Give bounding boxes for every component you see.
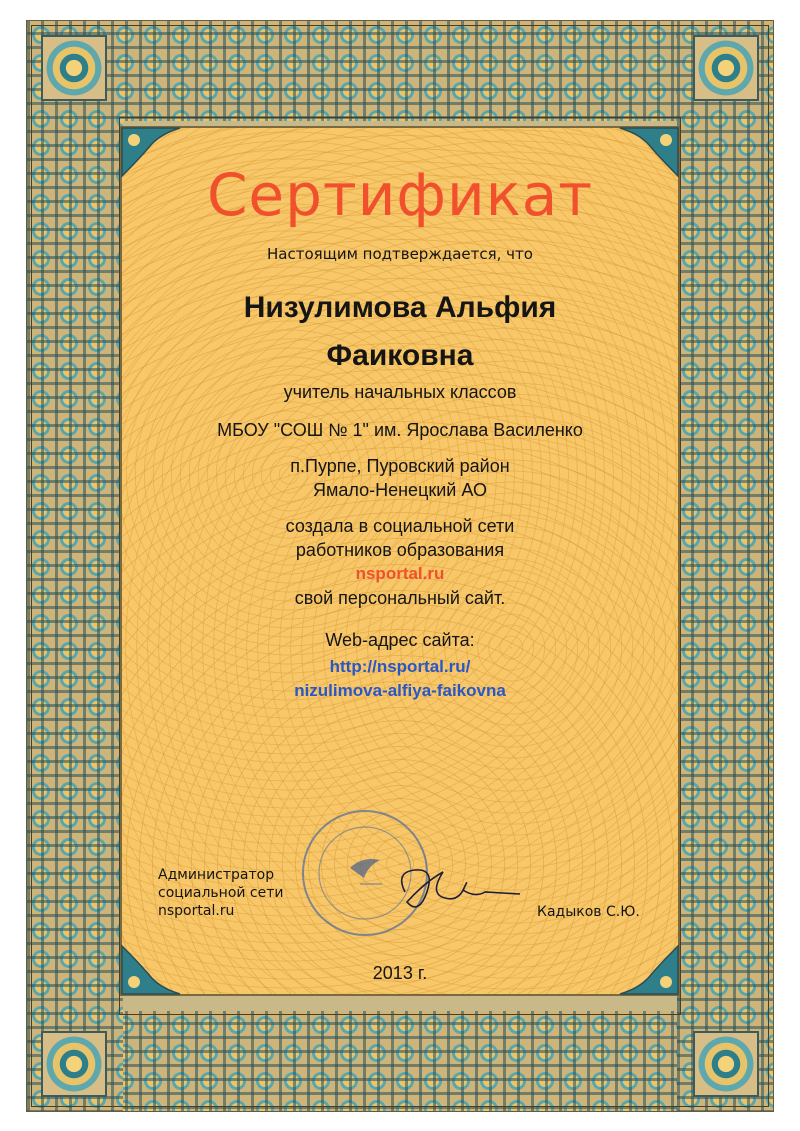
web-address-label: Web-адрес сайта: [325, 630, 475, 650]
signer-name: Кадыков С.Ю. [537, 904, 640, 920]
certificate-title: Сертификат [206, 161, 594, 229]
recipient-name-line2: Фаиковна [326, 339, 474, 372]
position-text: учитель начальных классов [283, 382, 517, 402]
admin-line2: социальной сети [158, 885, 284, 901]
site-url-line2[interactable]: nizulimova-alfiya-faikovna [294, 681, 506, 700]
created-line1: создала в социальной сети [285, 516, 515, 536]
border-band-bottom [27, 1011, 773, 1111]
border-band-left [27, 21, 123, 1111]
location-line1: п.Пурпе, Пуровский район [290, 456, 510, 476]
location-text [120, 454, 680, 502]
administrator-block [158, 866, 284, 920]
created-text [120, 514, 680, 610]
ornament-corner-icon [41, 1031, 107, 1097]
site-url-line1[interactable]: http://nsportal.ru/ [329, 657, 471, 676]
created-line3: свой персональный сайт. [294, 588, 506, 608]
ornament-corner-icon [693, 35, 759, 101]
issue-year: 2013 г. [372, 963, 428, 983]
recipient-name-line1: Низулимова Альфия [243, 291, 557, 324]
signature-icon [385, 852, 535, 922]
location-line2: Ямало-Ненецкий АО [313, 480, 487, 500]
border-band-right [677, 21, 773, 1111]
created-line2: работников образования [295, 540, 505, 560]
admin-line3: nsportal.ru [158, 903, 235, 919]
ornament-corner-icon [693, 1031, 759, 1097]
ornament-corner-icon [41, 35, 107, 101]
school-text: МБОУ "СОШ № 1" им. Ярослава Василенко [217, 420, 583, 440]
admin-line1: Администратор [158, 867, 275, 883]
site-name: nsportal.ru [355, 564, 445, 583]
site-url[interactable] [120, 655, 680, 703]
recipient-name [120, 284, 680, 380]
intro-text: Настоящим подтверждается, что [267, 245, 533, 263]
border-band-top [27, 21, 773, 121]
